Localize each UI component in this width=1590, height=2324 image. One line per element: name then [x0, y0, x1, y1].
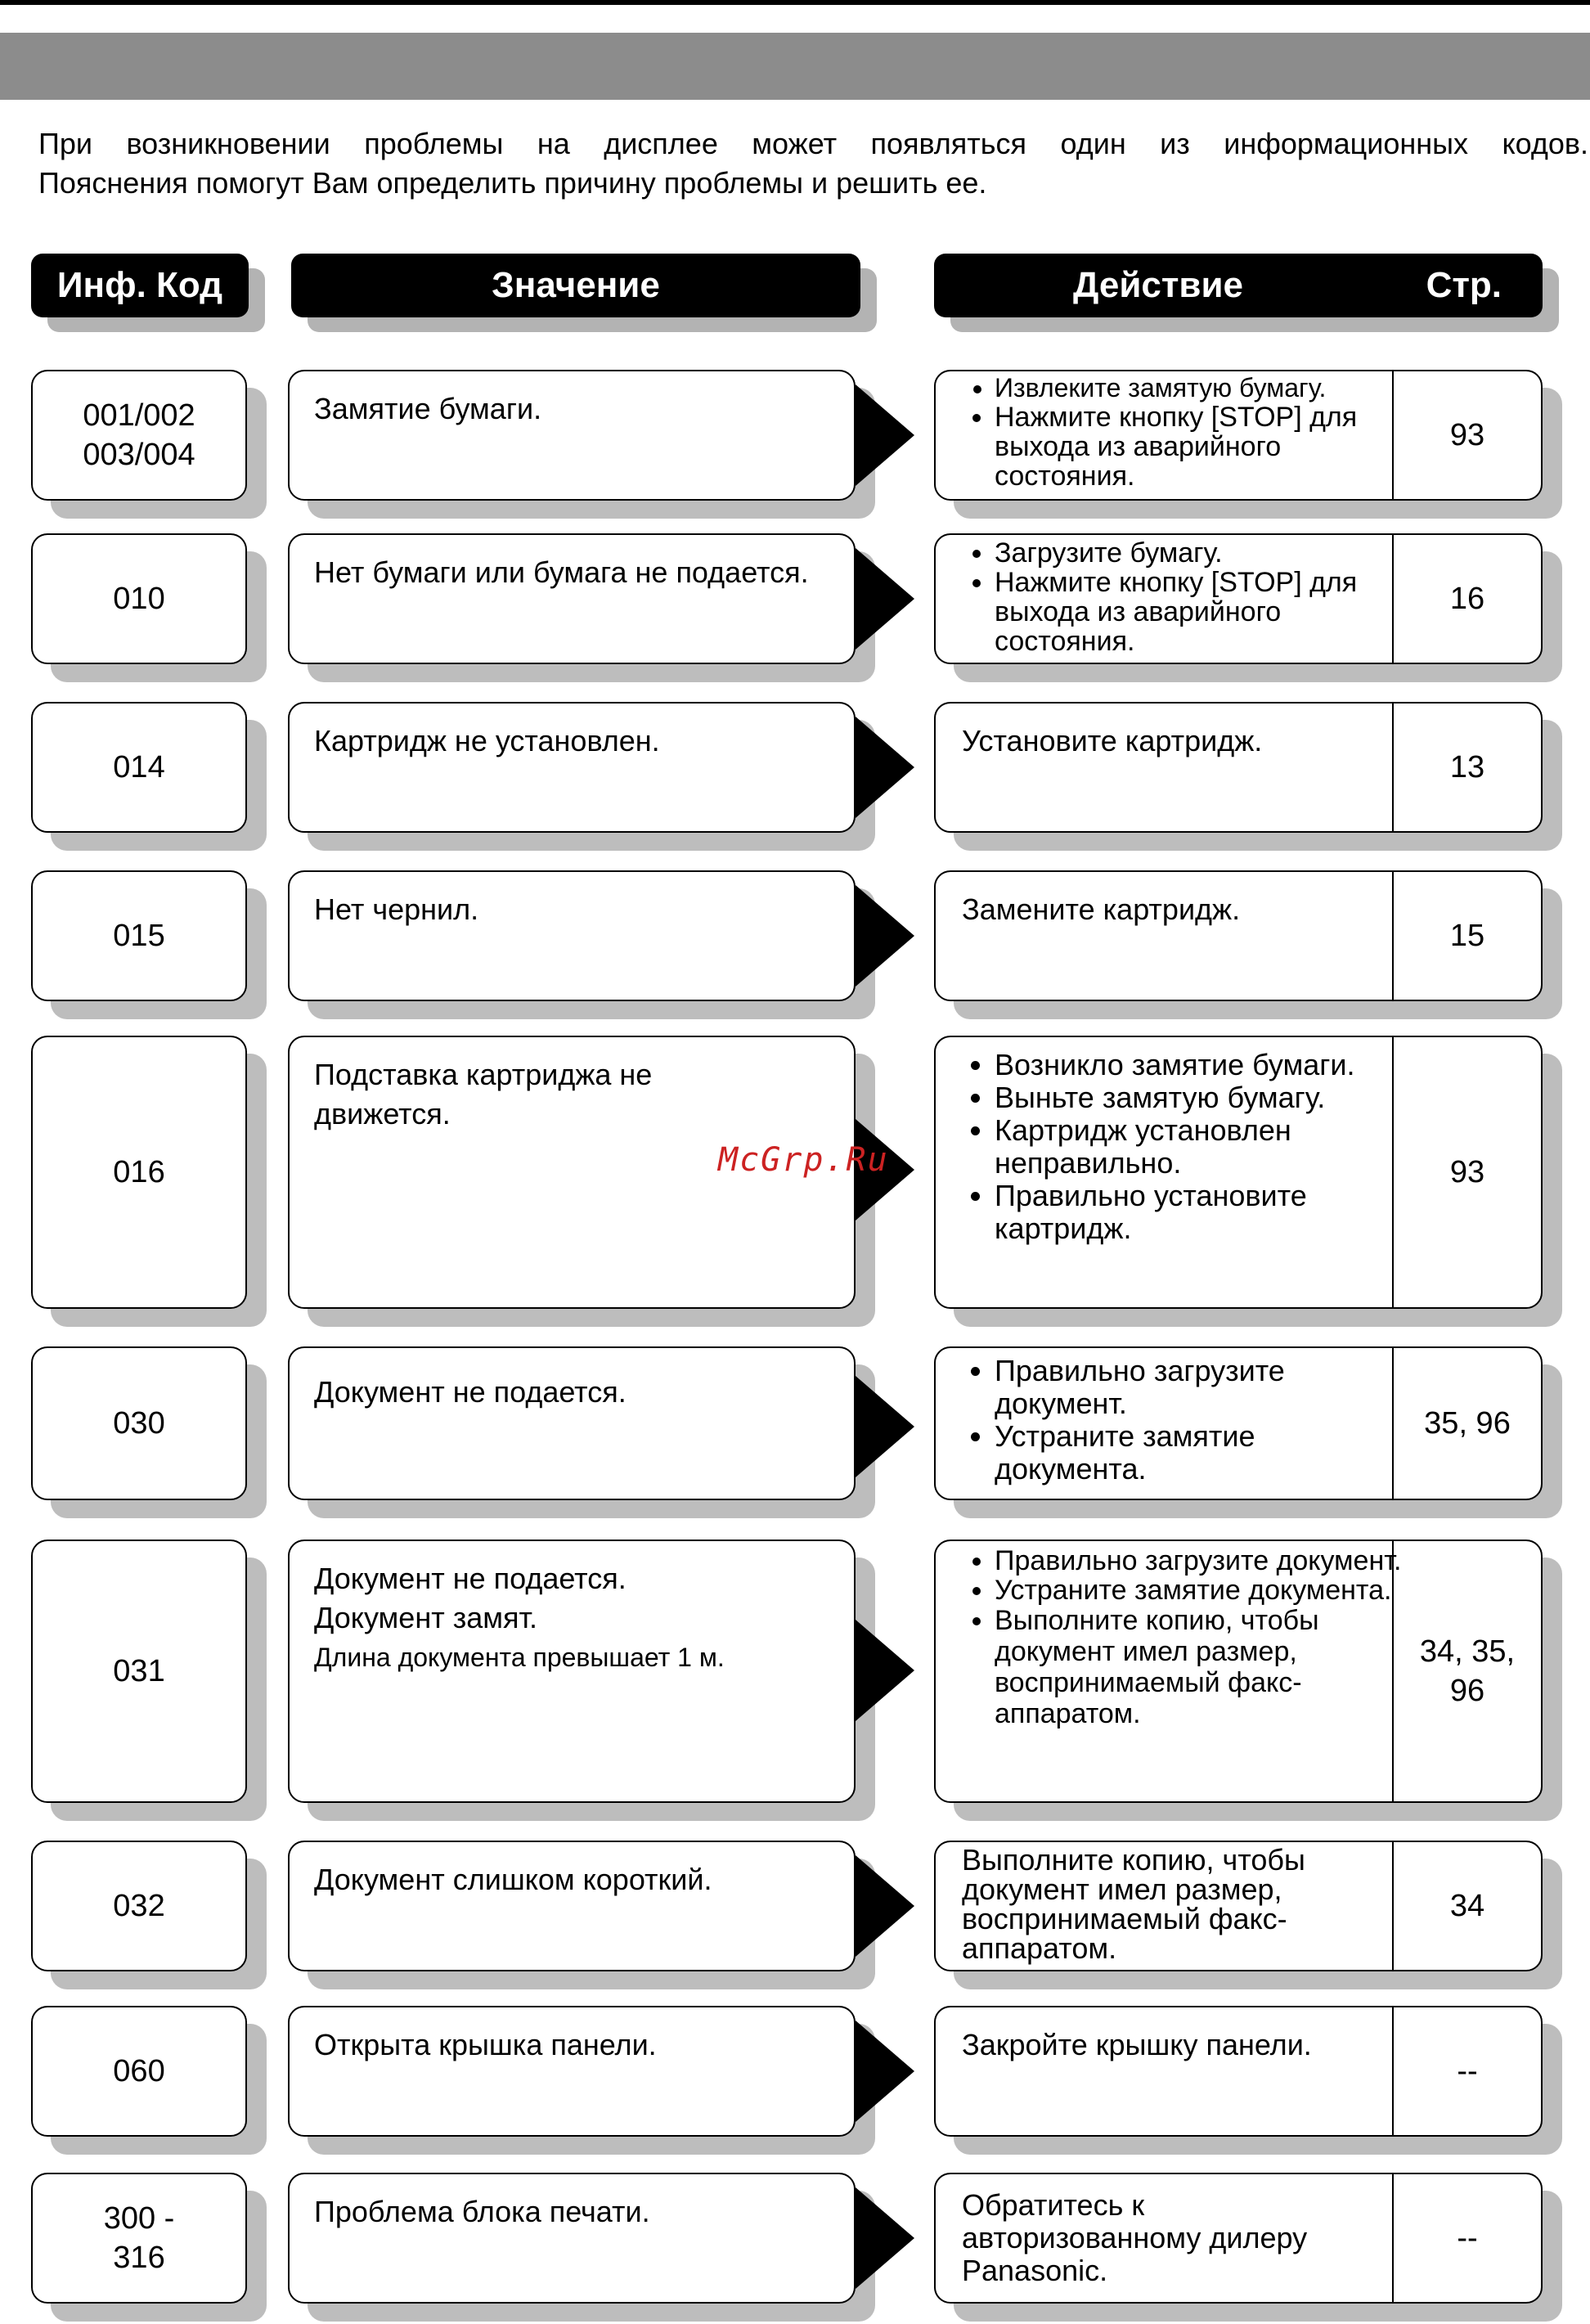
- action-item: • Нажмите кнопку [STOP] для выхода из аварийного состояния.: [995, 402, 1420, 491]
- action-cell: [934, 1346, 1543, 1500]
- code-value: 060: [113, 2054, 165, 2088]
- meaning-text: Документ замят.: [314, 1601, 537, 1634]
- action-item: • Загрузите бумагу.: [995, 538, 1420, 568]
- code-cell: [31, 1036, 247, 1309]
- page-ref: 34: [1392, 1842, 1541, 1970]
- code-cell: [31, 533, 247, 664]
- arrow-icon: [856, 1855, 914, 1957]
- meaning-note: Длина документа превышает 1 м.: [314, 1643, 725, 1672]
- action-item: • Нажмите кнопку [STOP] для выхода из аварийного состояния.: [995, 568, 1420, 656]
- action-text: Обратитесь к авторизованному дилеру Panasonic.: [962, 2188, 1308, 2287]
- action-cell: [934, 1841, 1543, 1971]
- action-cell: [934, 370, 1543, 501]
- meaning-text: Документ слишком короткий.: [314, 1863, 712, 1896]
- meaning-cell: [288, 1346, 856, 1500]
- page-ref-text: 34, 35, 96: [1419, 1634, 1516, 1708]
- action-text: Закройте крышку панели.: [962, 2028, 1312, 2061]
- meaning-cell: [288, 702, 856, 833]
- intro-line-1: При возникновении проблемы на дисплее может появляться один из информационных кодов.: [38, 127, 1588, 160]
- meaning-cell: [288, 370, 856, 501]
- action-cell: [934, 533, 1543, 664]
- action-item: • Картридж установлен неправильно.: [995, 1114, 1387, 1180]
- code-cell: [31, 870, 247, 1001]
- header-action: [934, 254, 1543, 317]
- code-value: 300 -: [103, 2201, 175, 2236]
- meaning-text: Нет чернил.: [314, 892, 479, 926]
- meaning-cell: [288, 2006, 856, 2137]
- intro-line-2: Пояснения помогут Вам определить причину проблемы и решить ее.: [38, 166, 987, 200]
- page-ref: --: [1392, 2007, 1541, 2135]
- watermark: McGrp.Ru: [718, 1141, 889, 1179]
- meaning-text: Нет бумаги или бумага не подается.: [314, 555, 809, 589]
- action-item: • Правильно загрузите документ.: [995, 1355, 1387, 1420]
- action-item: • Возникло замятие бумаги.: [995, 1049, 1387, 1081]
- meaning-text: Замятие бумаги.: [314, 392, 542, 425]
- header-action-label: Действие: [1073, 265, 1243, 305]
- page-ref: 93: [1392, 371, 1541, 499]
- code-value: 031: [113, 1654, 165, 1688]
- action-text: Установите картридж.: [962, 724, 1263, 757]
- meaning-text: Подставка картриджа не движется.: [314, 1058, 653, 1131]
- arrow-icon: [856, 1376, 914, 1477]
- code-value: 316: [113, 2241, 165, 2275]
- code-cell: [31, 702, 247, 833]
- top-rule: [0, 0, 1590, 5]
- code-cell: [31, 2006, 247, 2137]
- action-cell: [934, 1540, 1543, 1803]
- meaning-text: Открыта крышка панели.: [314, 2028, 657, 2061]
- meaning-cell: [288, 2173, 856, 2304]
- intro-text: [38, 124, 1588, 203]
- code-value: 003/004: [83, 438, 195, 472]
- code-value: 030: [113, 1406, 165, 1441]
- action-item: • Выньте замятую бумагу.: [995, 1081, 1387, 1114]
- header-meaning-label: Значение: [492, 265, 660, 305]
- page-ref: 13: [1392, 703, 1541, 831]
- meaning-text: Документ не подается.: [314, 1562, 627, 1595]
- action-item: • Выполните копию, чтобы документ имел размер, воспринимаемый факс-аппаратом.: [995, 1605, 1420, 1729]
- section-banner: [0, 33, 1590, 100]
- meaning-cell: [288, 870, 856, 1001]
- code-value: 016: [113, 1155, 165, 1189]
- code-value: 014: [113, 750, 165, 784]
- page-ref: 16: [1392, 535, 1541, 663]
- code-value: 032: [113, 1889, 165, 1923]
- action-text: Выполните копию, чтобы документ имел размер, воспринимаемый факс-аппаратом.: [962, 1843, 1305, 1965]
- meaning-text: Документ не подается.: [314, 1375, 627, 1409]
- page-ref: [1392, 1541, 1541, 1801]
- arrow-icon: [856, 2187, 914, 2289]
- code-cell: [31, 1540, 247, 1803]
- code-value: 001/002: [83, 398, 195, 433]
- arrow-icon: [856, 717, 914, 818]
- meaning-cell: [288, 1841, 856, 1971]
- arrow-icon: [856, 384, 914, 486]
- header-meaning: [291, 254, 860, 317]
- header-page-label: Стр.: [1426, 265, 1502, 305]
- meaning-text: Картридж не установлен.: [314, 724, 660, 757]
- page-ref: 35, 96: [1392, 1348, 1541, 1499]
- action-cell: [934, 702, 1543, 833]
- action-cell: [934, 2006, 1543, 2137]
- action-item: • Устраните замятие документа.: [995, 1420, 1387, 1486]
- code-cell: [31, 1841, 247, 1971]
- page-ref: 93: [1392, 1037, 1541, 1307]
- code-cell: [31, 1346, 247, 1500]
- action-cell: [934, 2173, 1543, 2304]
- code-value: 015: [113, 919, 165, 953]
- page-ref: --: [1392, 2174, 1541, 2302]
- code-value: 010: [113, 582, 165, 616]
- action-cell: [934, 1036, 1543, 1309]
- action-item: • Устраните замятие документа.: [995, 1576, 1420, 1605]
- meaning-cell: [288, 533, 856, 664]
- code-cell: [31, 370, 247, 501]
- action-item: • Правильно установите картридж.: [995, 1180, 1387, 1245]
- action-text: Замените картридж.: [962, 892, 1241, 926]
- meaning-text: Проблема блока печати.: [314, 2195, 650, 2228]
- header-code: [31, 254, 249, 317]
- action-item: • Извлеките замятую бумагу.: [995, 373, 1420, 402]
- header-code-label: Инф. Код: [56, 265, 223, 305]
- action-item: • Правильно загрузите документ.: [995, 1546, 1420, 1576]
- action-cell: [934, 870, 1543, 1001]
- meaning-cell: [288, 1540, 856, 1803]
- page-ref: 15: [1392, 872, 1541, 1000]
- arrow-icon: [856, 548, 914, 650]
- arrow-icon: [856, 1620, 914, 1721]
- arrow-icon: [856, 2021, 914, 2122]
- arrow-icon: [856, 885, 914, 987]
- code-cell: [31, 2173, 247, 2304]
